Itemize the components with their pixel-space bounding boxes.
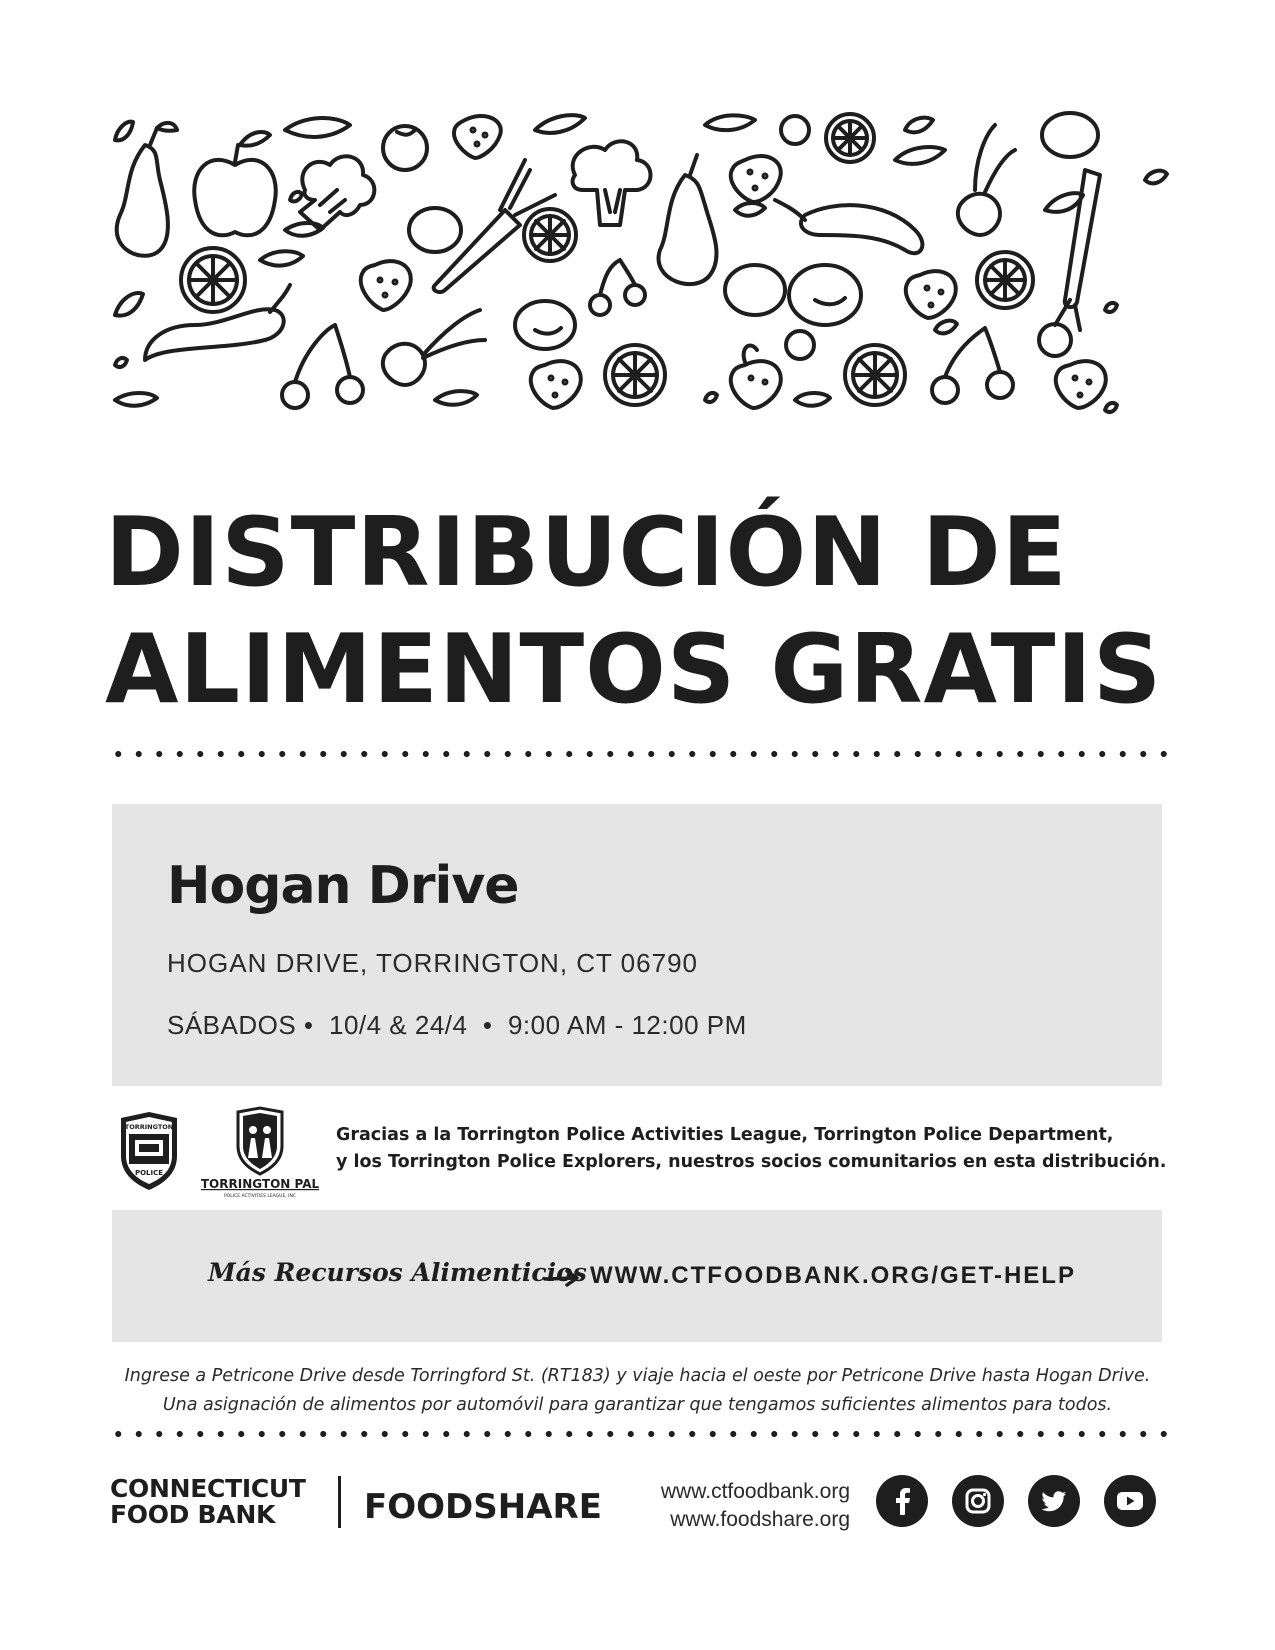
radish-icon xyxy=(958,125,1015,235)
orange-slice-icon xyxy=(605,345,665,405)
lemon-icon xyxy=(1042,113,1098,157)
strawberry-icon xyxy=(906,271,956,318)
orange-slice-icon xyxy=(977,252,1033,308)
leaf-icon xyxy=(115,122,133,141)
ctfoodbank-link[interactable]: www.ctfoodbank.org xyxy=(660,1480,850,1503)
strawberry-icon xyxy=(454,116,501,158)
broccoli-icon xyxy=(573,141,651,225)
seed-icon xyxy=(1105,303,1117,312)
orange-slice-icon xyxy=(181,248,245,312)
svg-text:POLICE: POLICE xyxy=(134,1169,164,1177)
title-line-1: DISTRIBUCIÓN DE xyxy=(105,498,1068,608)
peach-icon xyxy=(1039,324,1071,356)
directions-note xyxy=(100,1362,1175,1420)
cherry-icon xyxy=(590,260,645,315)
strawberry-icon xyxy=(531,361,581,408)
directions-line-2: Una asignación de alimentos por automóvil para garantizar que tengamos suficientes alimentos para todos. xyxy=(162,1395,1113,1415)
location-address: HOGAN DRIVE, TORRINGTON, CT 06790 xyxy=(167,948,698,978)
strawberry-icon xyxy=(1056,361,1106,408)
svg-text:TORRINGTON PAL: TORRINGTON PAL xyxy=(200,1177,320,1191)
resources-label: Más Recursos Alimenticios xyxy=(208,1258,587,1287)
cherry-icon xyxy=(932,328,1013,403)
orange-slice-icon xyxy=(524,209,576,261)
leaf-icon xyxy=(1145,171,1167,184)
location-panel xyxy=(112,804,1162,1086)
seed-icon xyxy=(290,192,302,201)
blueberry-icon xyxy=(781,116,809,144)
seed-icon xyxy=(115,358,127,367)
leaf-icon xyxy=(115,293,143,316)
leaf-icon xyxy=(115,393,157,406)
eggplant-icon xyxy=(145,285,290,360)
twitter-icon[interactable] xyxy=(1028,1475,1080,1527)
pear-icon xyxy=(659,155,717,284)
strawberry-icon xyxy=(731,156,781,202)
dotted-divider xyxy=(108,1430,1168,1438)
leaf-icon xyxy=(535,115,585,133)
lemon-icon xyxy=(409,208,461,252)
connecticut-food-bank-logo xyxy=(110,1476,306,1528)
resources-link[interactable]: WWW.CTFOODBANK.ORG/GET-HELP xyxy=(590,1262,1076,1289)
youtube-icon[interactable] xyxy=(1104,1475,1156,1527)
title-line-2: ALIMENTOS GRATIS xyxy=(105,615,1163,725)
peach-icon xyxy=(383,126,427,170)
facebook-icon[interactable] xyxy=(876,1475,928,1527)
thanks-line-2: y los Torrington Police Explorers, nuestros socios comunitarios en esta distribución. xyxy=(336,1152,1167,1172)
leaf-icon xyxy=(260,251,303,265)
torrington-pal-logo xyxy=(200,1108,320,1200)
lemon-icon xyxy=(789,265,861,325)
leaf-icon xyxy=(435,391,477,405)
broccoli-icon xyxy=(300,156,374,230)
eggplant-icon xyxy=(775,200,922,253)
logo-separator xyxy=(338,1476,341,1528)
seed-icon xyxy=(705,393,717,402)
arrow-right-icon xyxy=(542,1268,582,1288)
radish-icon xyxy=(383,310,485,385)
produce-illustration xyxy=(105,100,1170,440)
blueberry-icon xyxy=(786,331,814,359)
footer-urls xyxy=(610,1478,850,1534)
location-name: Hogan Drive xyxy=(167,856,519,916)
strawberry-icon xyxy=(361,261,411,310)
foodshare-link[interactable]: www.foodshare.org xyxy=(670,1508,850,1531)
leaf-icon xyxy=(905,118,933,133)
svg-text:POLICE ACTIVITIES LEAGUE, INC: POLICE ACTIVITIES LEAGUE, INC xyxy=(223,1194,297,1199)
cfb-line-2: FOOD BANK xyxy=(110,1500,276,1529)
leaf-icon xyxy=(935,321,957,334)
lemon-icon xyxy=(515,301,575,349)
thanks-line-1: Gracias a la Torrington Police Activities League, Torrington Police Department, xyxy=(336,1125,1114,1145)
lemon-icon xyxy=(725,265,785,315)
strawberry-icon xyxy=(731,346,781,408)
svg-text:TORRINGTON: TORRINGTON xyxy=(124,1123,174,1131)
apple-icon xyxy=(194,132,276,235)
leaf-icon xyxy=(735,203,765,216)
cfb-line-1: CONNECTICUT xyxy=(110,1474,306,1503)
cherry-icon xyxy=(282,325,363,408)
resources-panel xyxy=(112,1210,1162,1342)
torrington-police-logo xyxy=(115,1110,183,1192)
seed-icon xyxy=(1105,403,1117,412)
leaf-icon xyxy=(705,115,755,130)
location-schedule: SÁBADOS • 10/4 & 24/4 • 9:00 AM - 12:00 PM xyxy=(167,1010,747,1040)
directions-line-1: Ingrese a Petricone Drive desde Torringford St. (RT183) y viaje hacia el oeste por Petricone Drive hasta Hogan Drive. xyxy=(124,1366,1151,1386)
instagram-icon[interactable] xyxy=(952,1475,1004,1527)
leaf-icon xyxy=(285,118,350,137)
leaf-icon xyxy=(895,147,945,164)
orange-slice-icon xyxy=(826,114,874,162)
foodshare-logo: FOODSHARE xyxy=(364,1487,602,1527)
orange-slice-icon xyxy=(845,345,905,405)
poster-title xyxy=(105,495,1185,729)
leaf-icon xyxy=(795,393,830,406)
pear-icon xyxy=(117,123,177,256)
dotted-divider xyxy=(108,750,1168,758)
carrot-icon xyxy=(434,160,555,292)
partners-thanks xyxy=(336,1122,1166,1176)
